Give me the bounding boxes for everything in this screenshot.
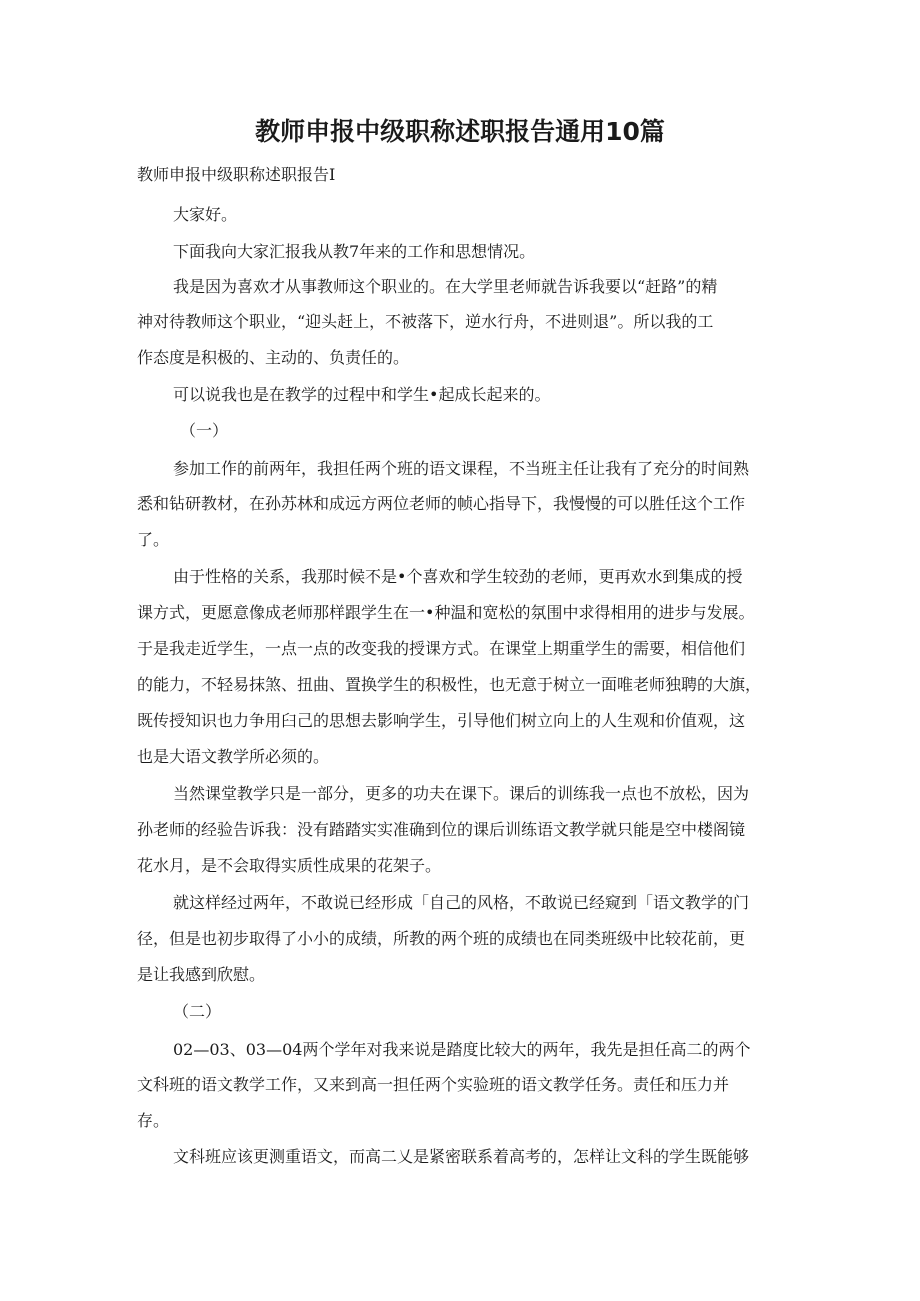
- paragraph-line: 02—03、03—04两个学年对我来说是踏度比较大的两年，我先是担任高二的两个: [173, 1040, 751, 1059]
- paragraph-line: 文科班的语文教学工作，又来到高一担任两个实验班的语文教学任务。责任和压力并: [137, 1075, 730, 1094]
- paragraph-line: 孙老师的经验告诉我：没有踏踏实实准确到位的课后训练语文教学就只能是空中楼阁镜: [137, 820, 746, 839]
- paragraph-line: 文科班应该更测重语文，而高二乂是紧密联系着高考的，怎样让文科的学生既能够: [173, 1147, 750, 1166]
- paragraph-line: 也是大语文教学所必须的。: [137, 747, 330, 766]
- paragraph-line: 当然课堂教学只是一部分，更多的功夫在课下。课后的训练我一点也不放松，因为: [173, 784, 750, 803]
- paragraph-line: 大家好。: [173, 205, 238, 224]
- paragraph-line: 可以说我也是在教学的过程中和学生•起成长起来的。: [173, 385, 551, 404]
- paragraph-line: 作态度是积极的、主动的、负责任的。: [137, 348, 410, 367]
- paragraph-line: 由于性格的关系，我那时候不是•个喜欢和学生较劲的老师，更再欢水到集成的授: [173, 567, 743, 586]
- paragraph-line: 径，但是也初步取得了小小的成绩，所教的两个班的成绩也在同类班级中比较花前，更: [137, 929, 746, 948]
- paragraph-line: 参加工作的前两年，我担任两个班的语文课程，不当班主任让我有了充分的时间熟: [173, 459, 750, 478]
- section-heading: （一）: [180, 421, 229, 440]
- document-title: 教师申报中级职称述职报告通用10篇: [255, 117, 665, 146]
- paragraph-line: 课方式，更愿意像成老师那样跟学生在一•种温和宽松的氛围中求得相用的进步与发展。: [137, 603, 755, 622]
- section-heading: （二）: [173, 1002, 222, 1021]
- document-subtitle: 教师申报中级职称述职报告I: [137, 165, 336, 184]
- paragraph-line: 于是我走近学生，一点一点的改变我的授课方式。在课堂上期重学生的需要，相信他们: [137, 639, 746, 658]
- paragraph-line: 了。: [137, 530, 170, 549]
- paragraph-line: 下面我向大家汇报我从教7年来的工作和思想情况。: [173, 242, 536, 261]
- paragraph-line: 存。: [137, 1111, 170, 1130]
- paragraph-line: 是让我感到欣慰。: [137, 965, 266, 984]
- paragraph-line: 就这样经过两年，不敢说已经形成「自己的风格，不敢说已经窥到「语文教学的门: [173, 893, 750, 912]
- paragraph-line: 我是因为喜欢才从事教师这个职业的。在大学里老师就告诉我要以“赶路”的精: [173, 277, 718, 296]
- paragraph-line: 神对待教师这个职业，“迎头赶上，不被落下，逆水行舟，不进则退”。所以我的工: [137, 312, 714, 331]
- paragraph-line: 悉和钻研教材，在孙苏林和成远方两位老师的帧心指导下，我慢慢的可以胜任这个工作: [137, 494, 746, 513]
- paragraph-line: 的能力，不轻易抹煞、扭曲、置换学生的积极性，也无意于树立一面唯老师独聘的大旗，: [137, 675, 762, 694]
- paragraph-line: 既传授知识也力争用臼己的思想去影响学生，引导他们树立向上的人生观和价值观，这: [137, 711, 746, 730]
- paragraph-line: 花水月，是不会取得实质性成果的花架子。: [137, 856, 442, 875]
